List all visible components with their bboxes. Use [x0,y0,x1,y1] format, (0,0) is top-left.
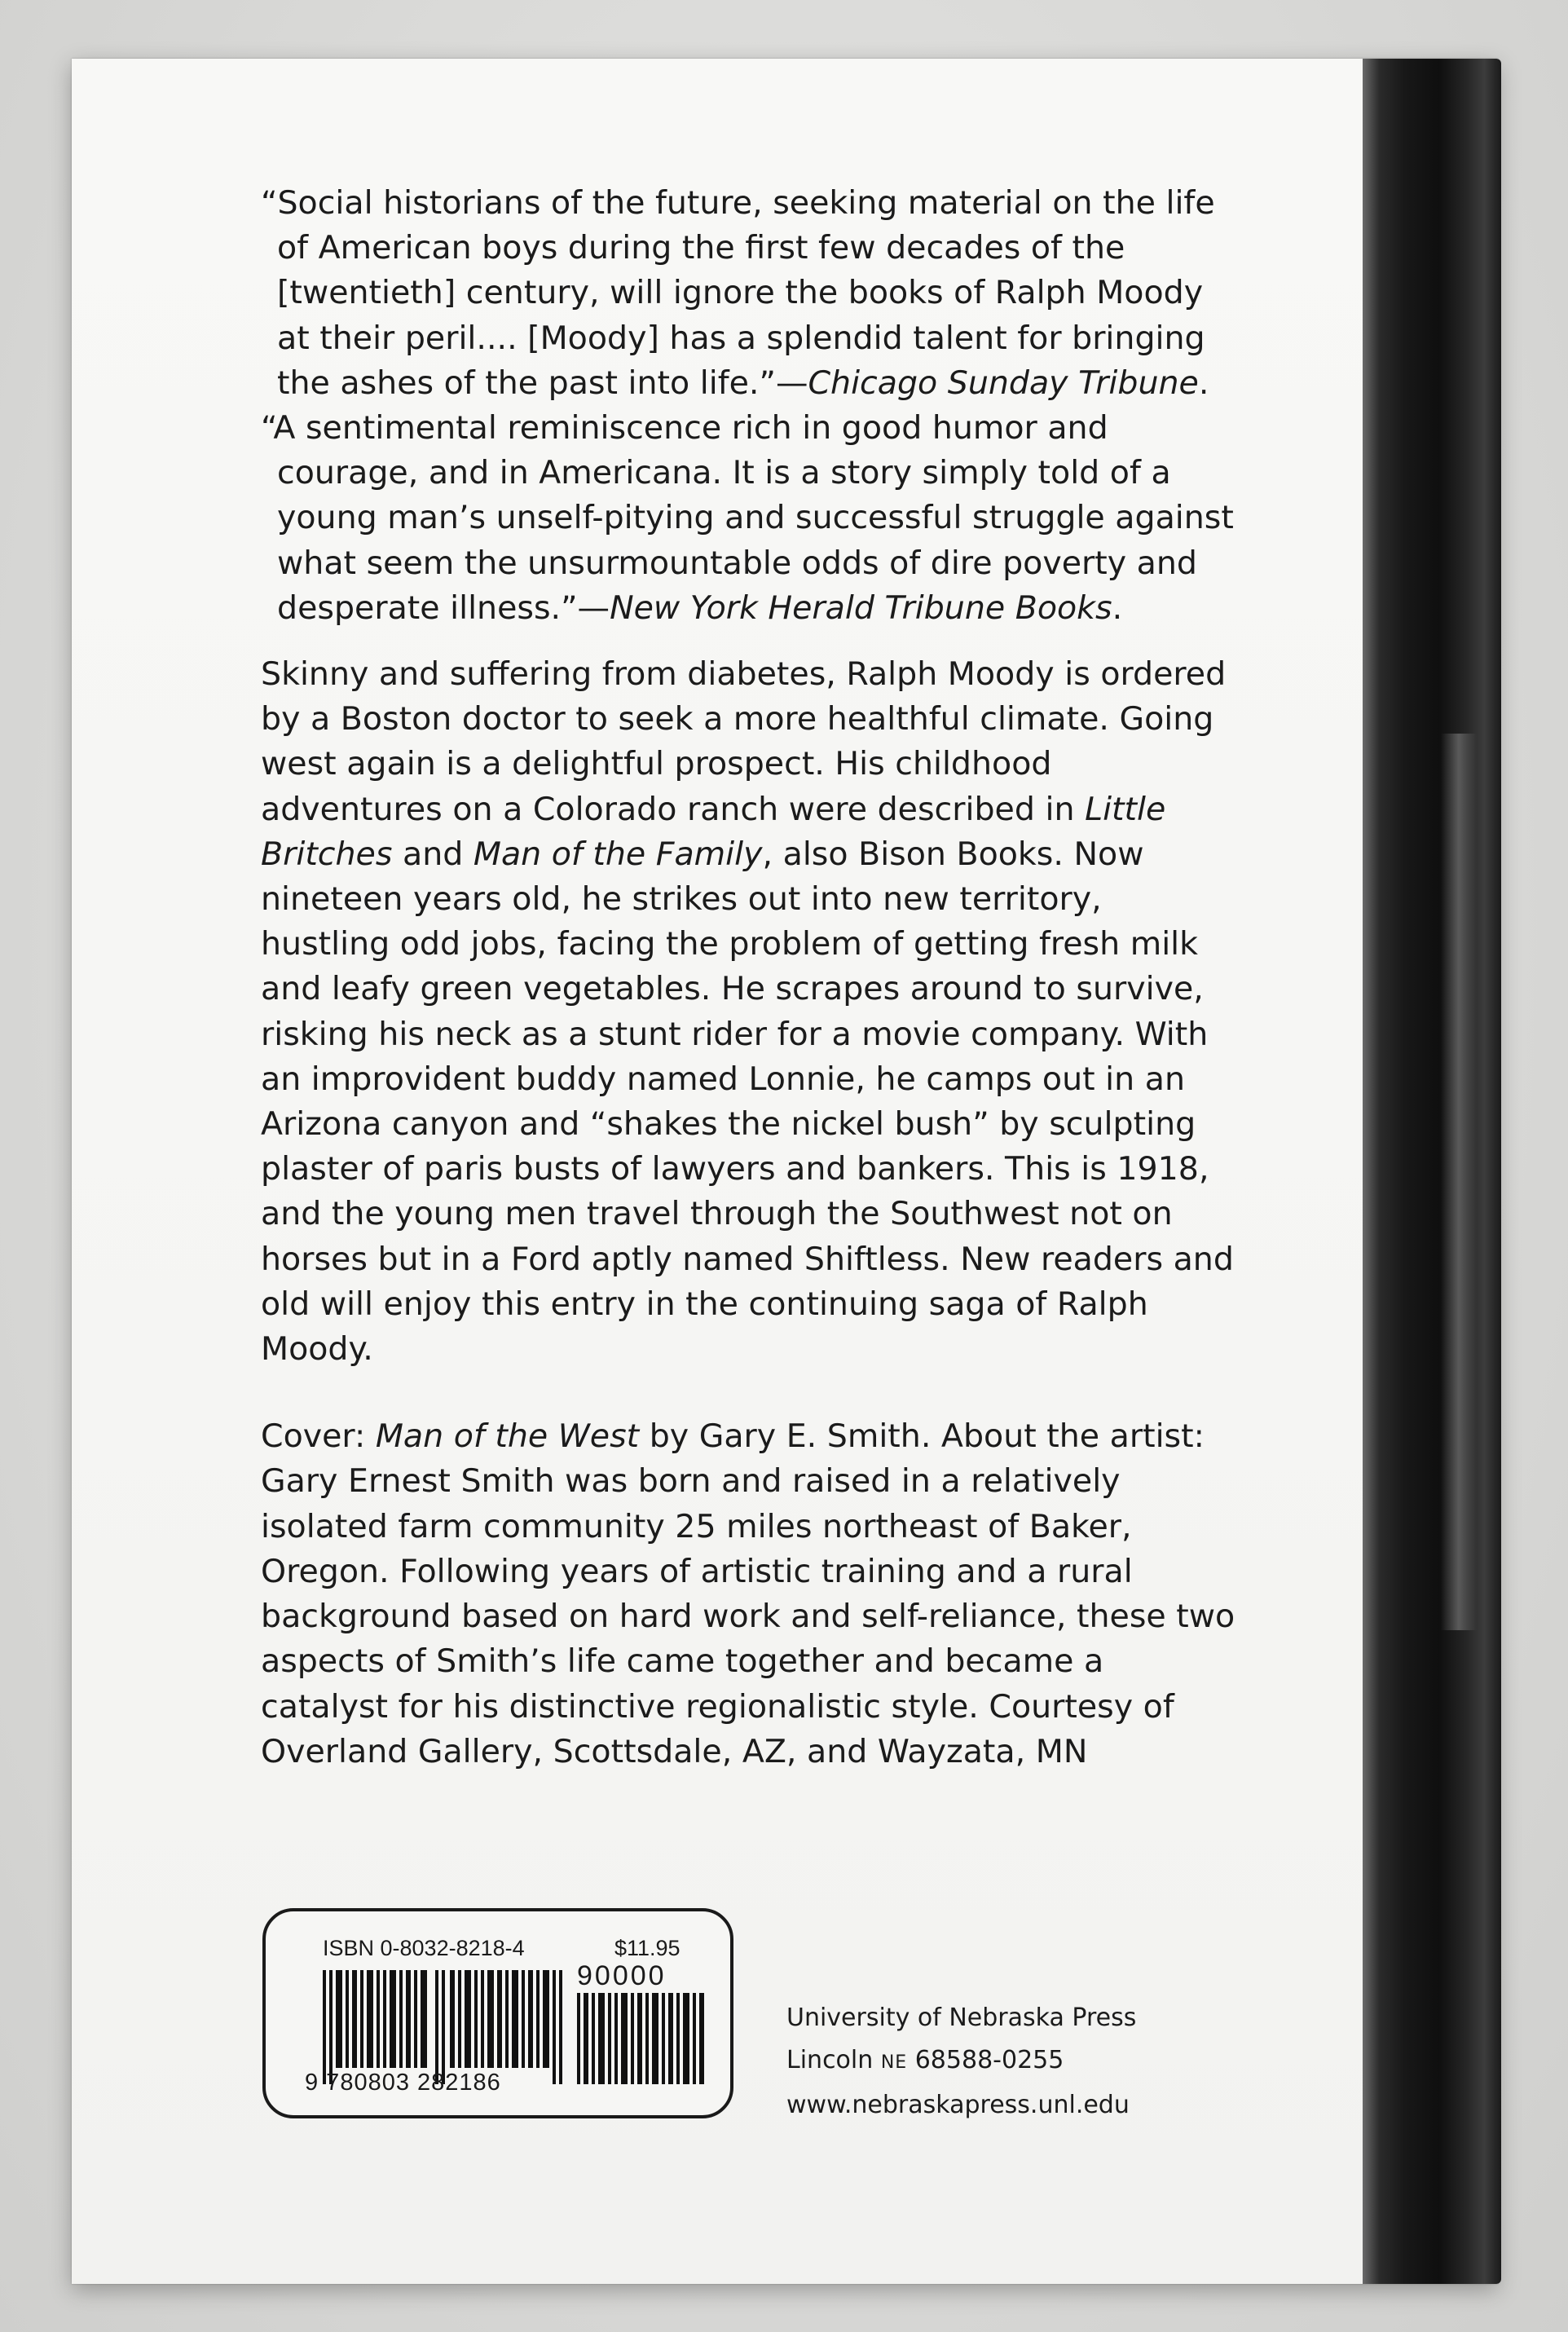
review-quote-1 [261,181,1239,406]
price-label: $11.95 [614,1936,680,1960]
publisher-city: Lincoln [786,2046,874,2074]
cover-art-title: Man of the West [375,1417,640,1456]
description-part-1: Skinny and suffering from diabetes, Ralph Moody is ordered by a Boston doctor to seek a more healthful climate. Going west again is a delightful prospect. His childhood adventures on a Colorado ranch were described in [261,655,1227,828]
barcode-box [262,1908,733,2118]
quote-2-source: New York Herald Tribune Books [610,589,1112,627]
book-description [261,652,1239,1372]
publisher-block [786,1997,1136,2127]
publisher-address [786,2039,1136,2084]
quote-1-source: Chicago Sunday Tribune [808,364,1199,402]
review-quote-2 [261,406,1239,631]
quote-2-end: . [1112,589,1123,627]
addon-barcode-icon [577,1993,706,2084]
addon-code: 90000 [577,1960,667,1991]
ean-digits: 9 780803 282186 [305,2070,501,2096]
quote-1-end: . [1198,364,1209,402]
isbn-label: ISBN 0-8032-8218-4 [323,1936,525,1960]
ean-barcode-icon [323,1970,562,2084]
cover-credit-text: by Gary E. Smith. About the artist: Gary Ernest Smith was born and raised in a relatively isolated farm community 25 miles northeast of Baker, Oregon. Following years of artistic training and a rural background based on hard work and self-reliance, these two aspects of Smith’s life came together and became a catalyst for his distinctive regionalistic style. Courtesy of Overland Gallery, Scottsdale, AZ, and Wayzata, MN [261,1417,1235,1770]
description-and: and [392,835,473,873]
quote-2-text: “A sentimental reminiscence rich in good humor and courage, and in Americana. It is a story simply told of a young man’s unself-pitying and successful struggle against what seem the unsurmountable odds of dire poverty and desperate illness.”— [261,409,1234,627]
quote-1-text: “Social historians of the future, seeking material on the life of American boys during the first few decades of the [twentieth] century, will ignore the books of Ralph Moody at their peril.... [Moody] has a splendid talent for bringing the ashes of the past into life.”— [261,184,1215,402]
cover-credit-label: Cover: [261,1417,376,1456]
publisher-zip: 68588-0255 [914,2046,1064,2074]
title-man-of-the-family: Man of the Family [473,835,763,873]
description-part-2: , also Bison Books. Now nineteen years old, he strikes out into new territory, hustling odd jobs, facing the problem of getting fresh milk and leafy green vegetables. He scrapes around to survive, risking his neck as a stunt rider for a movie company. With an improvident buddy named Lonnie, he camps out in an Arizona canyon and “shakes the nickel bush” by sculpting plaster of paris busts of lawyers and bankers. This is 1918, and the young men travel through the Southwest not on horses but in a Ford aptly named Shiftless. New readers and old will enjoy this entry in the continuing saga of Ralph Moody. [261,835,1234,1369]
book-spine [1363,59,1501,2284]
title-little-britches: Little Britches [261,790,1166,873]
back-cover-text [261,181,1239,1774]
spine-glare [1441,734,1477,1630]
publisher-url: www.nebraskapress.unl.edu [786,2091,1130,2119]
cover-credit [261,1414,1239,1774]
publisher-name: University of Nebraska Press [786,2004,1137,2032]
publisher-state: NE [880,2052,908,2073]
